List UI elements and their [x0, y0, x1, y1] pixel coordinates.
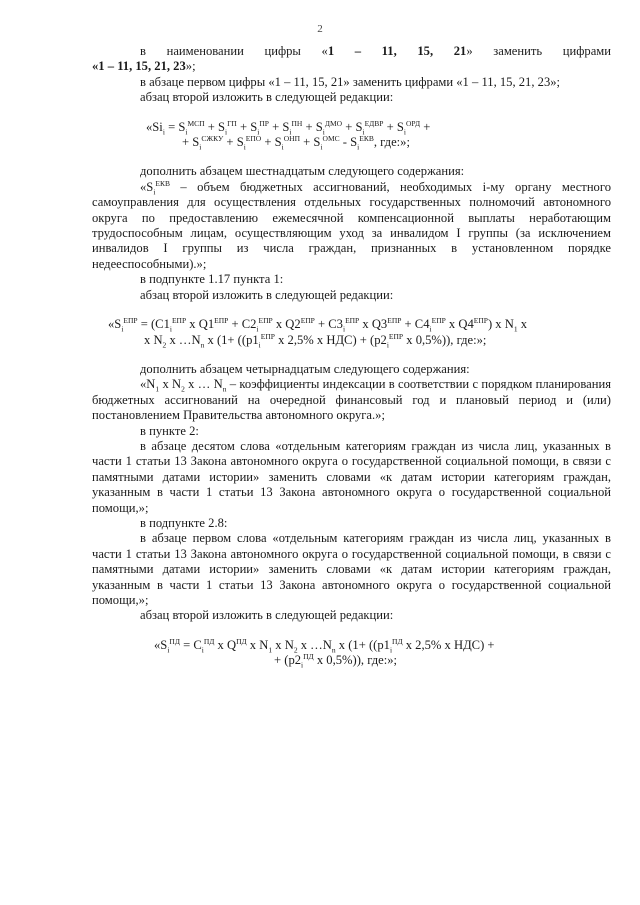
formula-3-line-1: «$S_i^{ПД} = C_i^{ПД}$ x $Q^{ПД}$ x $N_1$ x $N_2$ x $\dots N_n$ x ($1+ ((p1_i^{ПД}$ x 2,5% x НДС) +: [154, 636, 495, 655]
paragraph-9: «$N_1$ x $N_2$ x … $N_n$ – коэффициенты индексации в соответствии с порядком планирования бюджетных ассигнований на очередной финансовый год и плановый период и (или) постановлением Правительства автономного округа.»;: [92, 377, 611, 423]
formula-1: [92, 120, 611, 151]
formula-3: [92, 638, 611, 669]
formula-2: [92, 317, 611, 348]
formula-1-line-2: + $S_i^{СЖКУ} + S_i^{ЕПО} + S_i^{ОНП} + S_i^{ОМС} - S_i^{ЕКВ}$, где:»;: [182, 133, 410, 152]
paragraph-7: абзац второй изложить в следующей редакции:: [140, 287, 394, 302]
paragraph-11: в абзаце десятом слова «отдельным категориям граждан из числа лиц, указанных в части 1 статьи 13 Закона автономного округа о государственной социальной помощи, в связи с памятными датами истории» заменить словами «к датам истории категориям граждан, указанным в части 1 статьи 13 Закона автономного округа о государственной социальной помощи,»;: [92, 438, 611, 515]
paragraph-10: в пункте 2:: [140, 423, 199, 438]
paragraph-13: в абзаце первом слова «отдельным категориям граждан из числа лиц, указанных в части 1 статьи 13 Закона автономного округа о государственной социальной помощи, в связи с памятными датами истории» заменить словами «к датам истории категориям граждан, указанным в части 1 статьи 13 Закона автономного округа о государственной социальной помощи,»;: [92, 531, 611, 607]
paragraph-1: в наименовании цифры «1 – 11, 15, 21» заменить цифрами: [140, 44, 611, 58]
paragraph-8: дополнить абзацем четырнадцатым следующего содержания:: [140, 361, 470, 376]
paragraph-2: в абзаце первом цифры «1 – 11, 15, 21» заменить цифрами «1 – 11, 15, 21, 23»;: [140, 74, 561, 89]
paragraph-3: абзац второй изложить в следующей редакции:: [140, 90, 394, 105]
formula-3-line-2: + ($p2_i^{ПД}$ x 0,5%)), где:»;: [274, 652, 398, 670]
formula-2-line-2: x $N_2$ x $\dots N_n$ x ($1+ ((p1_i^{ЕПР}$ x 2,5% x $НДС) + (p2_i^{ЕПР}$ x 0,5%)), где:»;: [144, 331, 487, 350]
document-body: [92, 44, 611, 669]
paragraph-4: дополнить абзацем шестнадцатым следующего содержания:: [140, 164, 465, 179]
paragraph-1-cont: «1 – 11, 15, 21, 23»;: [92, 59, 196, 74]
paragraph-12: в подпункте 2.8:: [140, 515, 228, 530]
paragraph-14: абзац второй изложить в следующей редакции:: [140, 608, 394, 623]
formula-2-line-1: «$S_i^{ЕПР} = (C1_i^{ЕПР}$ x $Q1^{ЕПР} + C2_i^{ЕПР}$ x $Q2^{ЕПР} + C3_i^{ЕПР}$ x $Q3^{ЕПР} + C4_i^{ЕПР}$ x $Q4^{ЕПР}$) x $N_1$ x: [108, 315, 528, 334]
paragraph-6: в подпункте 1.17 пункта 1:: [140, 272, 284, 287]
paragraph-5: «$S_i^{ЕКВ}$ – объем бюджетных ассигнований, необходимых i-му органу местного самоуправления для осуществления отдельных государственных полномочий автономного округа по предоставлению ежемесячной компенсационной выплаты неработающим трудоспособным лицам, осуществляющим уход за инвалидом I группы (за исключением инвалидов I группы из числа граждан, признанных в установленном порядке недееспособными).»;: [92, 178, 611, 271]
page-number: 2: [317, 23, 323, 35]
formula-1-line-1: «$Si_i = S_i^{МСП} + S_i^{ГП} + S_i^{ПР} + S_i^{ПН} + S_i^{ДМО} + S_i^{ЕДВР} + S_i^{ОРД}$ +: [146, 118, 431, 137]
